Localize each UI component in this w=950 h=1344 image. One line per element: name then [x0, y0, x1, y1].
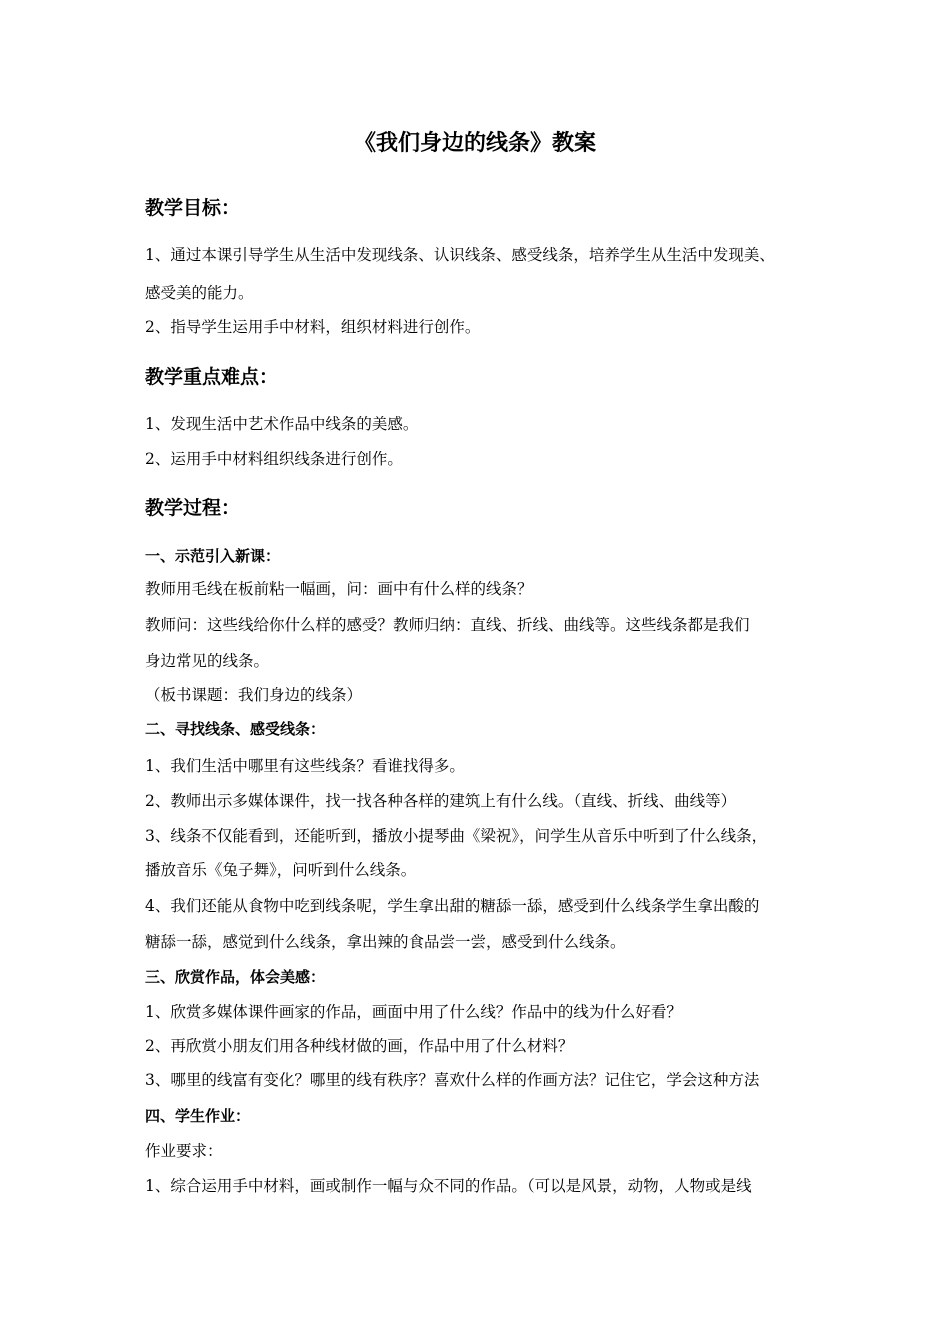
section-heading: 教学目标：	[145, 197, 241, 219]
paragraph-line: 1、欣赏多媒体课件画家的作品，画面中用了什么线？作品中的线为什么好看？	[145, 1003, 682, 1021]
paragraph-line: 感受美的能力。	[145, 284, 254, 302]
section-heading: 教学过程：	[145, 497, 241, 519]
paragraph-line: 2、指导学生运用手中材料，组织材料进行创作。	[145, 318, 481, 336]
subsection-heading: 二、寻找线条、感受线条：	[145, 720, 326, 738]
paragraph-line: 播放音乐《兔子舞》，问听到什么线条。	[145, 861, 417, 879]
subsection-heading: 三、欣赏作品，体会美感：	[145, 968, 326, 986]
paragraph-line: 1、我们生活中哪里有这些线条？看谁找得多。	[145, 757, 465, 775]
paragraph-line: 2、再欣赏小朋友们用各种线材做的画，作品中用了什么材料？	[145, 1037, 574, 1055]
paragraph-line: 1、发现生活中艺术作品中线条的美感。	[145, 415, 419, 433]
paragraph-line: 身边常见的线条。	[145, 652, 270, 670]
paragraph-line: 作业要求：	[145, 1142, 223, 1160]
paragraph-line: 2、运用手中材料组织线条进行创作。	[145, 450, 403, 468]
paragraph-line: （板书课题：我们身边的线条）	[145, 686, 363, 704]
paragraph-line: 3、哪里的线富有变化？哪里的线有秩序？喜欢什么样的作画方法？记住它，学会这种方法	[145, 1071, 760, 1089]
paragraph-line: 1、综合运用手中材料，画或制作一幅与众不同的作品。（可以是风景，动物，人物或是线	[145, 1177, 752, 1195]
paragraph-line: 2、教师出示多媒体课件，找一找各种各样的建筑上有什么线。（直线、折线、曲线等）	[145, 792, 737, 810]
paragraph-line: 教师用毛线在板前粘一幅画，问：画中有什么样的线条？	[145, 580, 533, 598]
paragraph-line: 4、我们还能从食物中吃到线条呢，学生拿出甜的糖舔一舔，感受到什么线条学生拿出酸的	[145, 897, 760, 915]
subsection-heading: 一、示范引入新课：	[145, 547, 281, 565]
section-heading: 教学重点难点：	[145, 366, 279, 388]
subsection-heading: 四、学生作业：	[145, 1107, 251, 1125]
paragraph-line: 教师问：这些线给你什么样的感受？教师归纳：直线、折线、曲线等。这些线条都是我们	[145, 616, 750, 634]
paragraph-line: 糖舔一舔，感觉到什么线条，拿出辣的食品尝一尝，感受到什么线条。	[145, 933, 626, 951]
page-title: 《我们身边的线条》教案	[353, 130, 596, 156]
paragraph-line: 3、线条不仅能看到，还能听到，播放小提琴曲《梁祝》，问学生从音乐中听到了什么线条，	[145, 827, 768, 845]
paragraph-line: 1、通过本课引导学生从生活中发现线条、认识线条、感受线条，培养学生从生活中发现美、	[145, 246, 775, 264]
